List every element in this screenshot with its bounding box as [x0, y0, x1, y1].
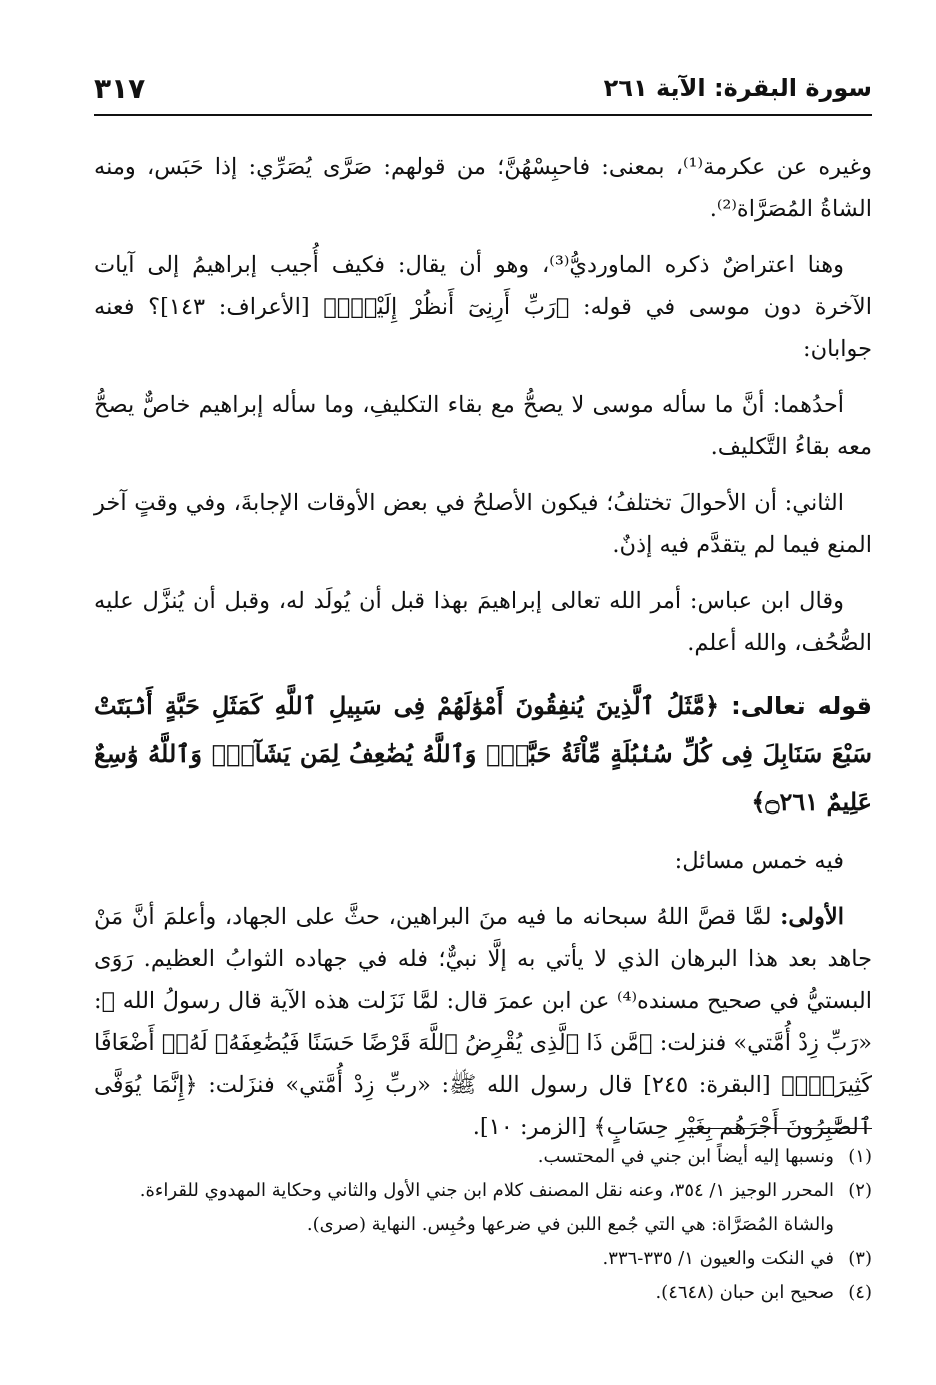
footnote-text: المحرر الوجيز ١/ ٣٥٤، وعنه نقل المصنف كلام ابن جني الأول والثاني وحكاية المهدوي للقراءة. — [139, 1180, 834, 1201]
footnote-divider — [687, 1128, 872, 1129]
paragraph-7-lead: الأولى: — [780, 904, 844, 930]
footnote-number: (١) — [848, 1146, 872, 1167]
footnote-2 — [94, 1175, 872, 1207]
footnote-number: (٣) — [848, 1248, 872, 1269]
main-text — [94, 146, 872, 1148]
footnotes — [94, 1128, 872, 1311]
paragraph-2: وهنا اعتراضٌ ذكره الماورديُّ⁽³⁾، وهو أن يقال: فكيف أُجيب إبراهيمُ إلى آيات الآخرة دون موسى في قوله: ﴿رَبِّ أَرِنِىٓ أَنظُرْ إِلَيْكَۚ﴾ [الأعراف: ١٤٣]؟ فعنه جوابان: — [94, 252, 872, 362]
running-title: سورة البقرة: الآية ٢٦١ — [603, 74, 872, 102]
footnote-4 — [94, 1277, 872, 1309]
footnote-number: (٤) — [848, 1282, 872, 1303]
page-header — [94, 70, 872, 116]
footnote-text: ونسبها إليه أيضاً ابن جني في المحتسب. — [537, 1146, 834, 1167]
footnote-text: في النكت والعيون ١/ ٣٣٥-٣٣٦. — [602, 1248, 834, 1269]
verse-text: ﴿مَّثَلُ ٱلَّذِينَ يُنفِقُونَ أَمْوَٰلَهُمْ فِى سَبِيلِ ٱللَّهِ كَمَثَلِ حَبَّةٍ أَنۢبَتَتْ سَبْعَ سَنَابِلَ فِى كُلِّ سُنۢبُلَةٍ مِّاْئَةُ حَبَّةٍۗ وَٱللَّهُ يُضَٰعِفُ لِمَن يَشَآءُۗ وَٱللَّهُ وَٰسِعٌ عَلِيمٌ ۝٢٦١﴾ — [94, 691, 872, 816]
paragraph-3: أحدُهما: أنَّ ما سأله موسى لا يصحُّ مع بقاء التكليفِ، وما سأله إبراهيم خاصٌّ يصحُّ معه بقاءُ التَّكليف. — [94, 392, 872, 460]
footnote-2-continued: والشاة المُصَرَّاة: هي التي جُمع اللبن في ضرعها وحُبِس. النهاية (صرى). — [306, 1214, 834, 1235]
paragraph-5: وقال ابن عباس: أمر الله تعالى إبراهيمَ بهذا قبل أن يُولَد له، وقبل أن يُنزَّل عليه الصُّحُف، والله أعلم. — [94, 588, 872, 656]
paragraph-6: فيه خمس مسائل: — [674, 848, 844, 874]
paragraph-1: وغيره عن عكرمة⁽¹⁾، بمعنى: فاحبِسْهُنَّ؛ من قولهم: صَرَّى يُصَرِّي: إذا حَبَس، ومنه الشاةُ المُصَرَّاة⁽²⁾. — [94, 154, 872, 222]
paragraph-7 — [94, 896, 872, 1148]
footnote-text: صحيح ابن حبان (٤٦٤٨). — [655, 1282, 834, 1303]
paragraph-7-text: لمَّا قصَّ اللهُ سبحانه ما فيه منَ البراهين، حثَّ على الجهاد، وأعلمَ أنَّ مَنْ جاهد بعد هذا البرهان الذي لا يأتي به إلَّا نبيٌّ؛ فله في جهاده الثوابُ العظيم. رَوَى البستيُّ في صحيح مسنده⁽⁴⁾ عن ابن عمرَ قال: لمَّا نَزَلت هذه الآية قال رسولُ الله ﷺ: «رَبِّ زِدْ أُمَّتي» فنزلت: ﴿مَّن ذَا ٱلَّذِى يُقْرِضُ ٱللَّهَ قَرْضًا حَسَنًا فَيُضَٰعِفَهُۥ لَهُۥٓ أَضْعَافًا كَثِيرَةًۚ﴾ [البقرة: ٢٤٥] قال رسول الله ﷺ: «ربِّ زِدْ أُمَّتي» فنزَلت: ﴿إِنَّمَا يُوَفَّى ٱلصَّٰبِرُونَ أَجْرَهُم بِغَيْرِ حِسَابٍ﴾ [الزمر: ١٠]. — [94, 904, 872, 1140]
book-page — [94, 70, 872, 1360]
paragraph-4: الثاني: أن الأحوالَ تختلفُ؛ فيكون الأصلحُ في بعض الأوقات الإجابةَ، وفي وقتٍ آخر المنع فيما لم يتقدَّم فيه إذنٌ. — [94, 490, 872, 558]
footnote-1 — [94, 1141, 872, 1173]
verse-block — [94, 682, 872, 826]
page-number: ٣١٧ — [94, 72, 146, 105]
verse-lead: قوله تعالى: — [731, 692, 872, 720]
footnote-3 — [94, 1243, 872, 1275]
footnote-number: (٢) — [848, 1180, 872, 1201]
